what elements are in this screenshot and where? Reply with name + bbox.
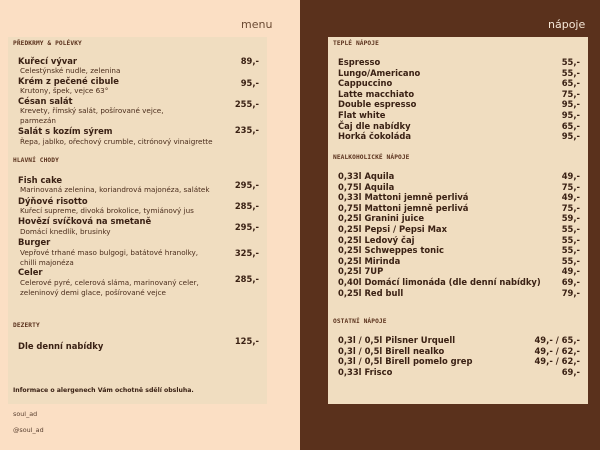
section-title-mains: HLAVNÍ CHODY	[13, 157, 59, 164]
drink-item-price: 49,-	[561, 266, 580, 277]
drink-item-name: Espresso	[338, 57, 381, 67]
drink-item-name: 0,25l Mirinda	[338, 255, 401, 266]
allergen-note: Informace o alergenech Vám ochotně sdělí obsluha.	[13, 387, 194, 394]
section-title-soft-drinks: NEALKOHOLICKÉ NÁPOJE	[333, 154, 410, 161]
drink-item-name: 0,3l / 0,5l Birell pomelo grep	[338, 356, 473, 367]
drinks-heading: nápoje	[548, 18, 586, 31]
drink-item-name: Double espresso	[338, 99, 417, 110]
drink-item-price: 49,-	[561, 171, 580, 181]
menu-item-price: 89,-	[240, 56, 259, 66]
drink-item-price: 69,-	[561, 366, 580, 377]
drink-item-price: 75,-	[561, 202, 580, 213]
drink-item-price: 69,-	[561, 277, 580, 287]
drink-item-price: 55,-	[561, 255, 580, 266]
drink-item-price: 49,-	[561, 192, 580, 203]
drink-item-name: 0,25l Schweppes tonic	[338, 245, 444, 256]
menu-item-desc: Vepřové trhané maso bulgogi, batátové hranolky,	[20, 248, 199, 257]
menu-item-desc: Krutony, špek, vejce 63°	[20, 86, 109, 95]
section-title-other-drinks: OSTATNÍ NÁPOJE	[333, 318, 387, 325]
menu-item-name: Salát s kozím sýrem	[18, 126, 113, 136]
menu-item-desc: Domácí knedlík, brusinky	[20, 227, 111, 236]
drink-item-name: 0,40l Domácí limonáda (dle denní nabídky)	[338, 277, 541, 287]
menu-item-price: 125,-	[234, 336, 259, 346]
menu-item-name: Hovězí svíčková na smetaně	[18, 216, 152, 226]
drink-item-name: Horká čokoláda	[338, 131, 412, 142]
drink-item-price: 95,-	[561, 131, 580, 142]
drink-item-price: 49,- / 62,-	[534, 356, 580, 367]
drink-item-name: 0,25l Pepsi / Pepsi Max	[338, 224, 447, 234]
drink-item-price: 75,-	[561, 181, 580, 192]
drink-item-name: 0,33l Mattoni jemně perlivá	[338, 192, 469, 203]
drink-item-name: Cappuccino	[338, 78, 393, 89]
menu-item-name: Krém z pečené cibule	[18, 76, 119, 86]
drink-item-name: 0,33l Frisco	[338, 366, 393, 377]
menu-item-price: 95,-	[240, 78, 259, 88]
menu-item-name: Dle denní nabídky	[18, 341, 104, 351]
drink-item-price: 55,-	[561, 57, 580, 67]
drink-item-name: 0,3l / 0,5l Pilsner Urquell	[338, 335, 456, 345]
drink-item-price: 65,-	[561, 78, 580, 89]
drink-item-name: 0,33l Aquila	[338, 171, 395, 181]
drink-item-name: 0,25l Red bull	[338, 287, 404, 298]
menu-item-name: Dýňové risotto	[18, 196, 88, 206]
menu-item-desc: parmezán	[20, 116, 56, 125]
menu-item-price: 285,-	[234, 274, 259, 284]
menu-item-desc: Řepa, jablko, ořechový crumble, citrónový vinaigrette	[20, 137, 213, 146]
drink-item-price: 55,-	[561, 234, 580, 245]
drink-item-price: 79,-	[561, 287, 580, 298]
menu-item-name: Kuřecí vývar	[18, 56, 78, 66]
brand-name: soul_ad	[13, 410, 38, 418]
menu-item-desc: chilli majonéza	[20, 258, 74, 267]
section-title-hot-drinks: TEPLÉ NÁPOJE	[333, 40, 379, 47]
drink-item-price: 59,-	[561, 213, 580, 224]
drink-item-name: Latte macchiato	[338, 88, 415, 99]
menu-item-price: 295,-	[234, 222, 259, 232]
menu-item-desc: zeleninový demi glace, pošírované vejce	[20, 288, 166, 297]
menu-item-price: 325,-	[234, 248, 259, 258]
menu-item-desc: Kuřecí supreme, divoká brokolice, tymiánový jus	[20, 206, 194, 215]
menu-item-price: 235,-	[234, 125, 259, 135]
section-title-starters: PŘEDKRMY & POLÉVKY	[13, 40, 82, 47]
drink-item-price: 55,-	[561, 224, 580, 234]
drink-item-price: 95,-	[561, 99, 580, 110]
drink-item-name: 0,75l Mattoni jemně perlivá	[338, 202, 469, 213]
drink-item-price: 95,-	[561, 110, 580, 120]
menu-item-price: 295,-	[234, 180, 259, 190]
drink-item-price: 65,-	[561, 120, 580, 131]
drink-item-name: Flat white	[338, 110, 386, 120]
drink-item-price: 49,- / 65,-	[534, 335, 580, 345]
drink-item-price: 49,- / 62,-	[534, 345, 580, 356]
drink-item-name: 0,75l Aquila	[338, 181, 395, 192]
menu-item-price: 255,-	[234, 99, 259, 109]
menu-item-desc: Celerové pyré, celerová sláma, marinovaný celer,	[20, 278, 199, 287]
brand-handle: @soul_ad	[13, 426, 44, 434]
drink-item-name: Čaj dle nabídky	[338, 120, 411, 131]
menu-item-name: Celer	[18, 267, 43, 277]
menu-item-name: Fish cake	[18, 175, 63, 185]
menu-item-desc: Krevety, římský salát, pošírované vejce,	[20, 106, 164, 115]
drink-item-name: 0,3l / 0,5l Birell nealko	[338, 345, 445, 356]
drink-item-price: 55,-	[561, 245, 580, 256]
drink-item-price: 75,-	[561, 88, 580, 99]
drink-item-name: 0,25l 7UP	[338, 266, 384, 277]
menu-heading: menu	[241, 18, 273, 31]
drink-item-price: 55,-	[561, 67, 580, 78]
menu-item-name: Césan salát	[18, 96, 73, 106]
menu-item-desc: Marinovaná zelenina, koriandrová majonéza, salátek	[20, 185, 210, 194]
drink-item-name: 0,25l Granini juice	[338, 213, 425, 224]
menu-item-name: Burger	[18, 237, 51, 247]
drink-item-name: 0,25l Ledový čaj	[338, 234, 415, 245]
drink-item-name: Lungo/Americano	[338, 67, 421, 78]
menu-item-price: 285,-	[234, 201, 259, 211]
section-title-desserts: DEZERTY	[13, 322, 40, 329]
menu-item-desc: Celestýnské nudle, zelenina	[20, 66, 121, 75]
